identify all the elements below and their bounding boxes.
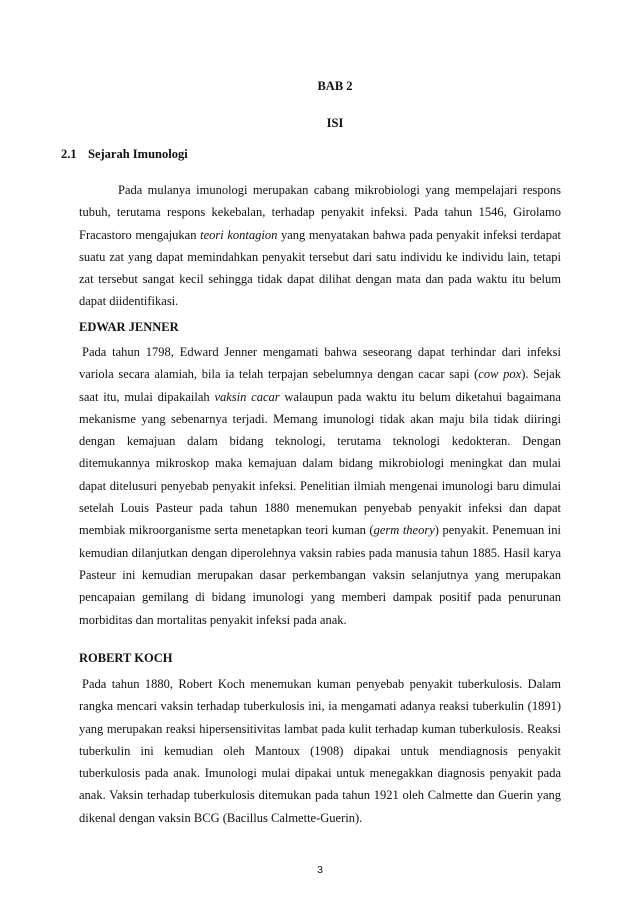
chapter-title: ISI <box>326 116 344 130</box>
intro-text-2: yang menyatakan bahwa pada penyakit infeksi terdapat suatu zat yang dapat memindahkan penyakit tersebut dari satu individu ke individu lain, tetapi zat tersebut sangat kecil sehingga tidak dapat dilihat dengan mata dan pada waktu itu belum dapat diidentifikasi. <box>79 227 561 309</box>
chapter-number: BAB 2 <box>317 79 353 93</box>
jenner-text-4: ) penyakit. Penemuan ini kemudian dilanjutkan dengan diperolehnya vaksin rabies pada manusia tahun 1885. Hasil karya Pasteur ini kemudian merupakan dasar perkembangan vaksin selanjutnya yang merupakan pencapaian gemilang di bidang imunologi yang memberi dampak positif pada penurunan morbiditas dan mortalitas penyakit infeksi pada anak. <box>79 523 561 627</box>
jenner-text-3: walaupun pada waktu itu belum diketahui bagaimana mekanisme yang sebenarnya terjadi. Memang imunologi tidak akan maju bila tidak diiringi dengan kemajuan dalam bidang teknologi, terutama teknologi kedokteran. Dengan ditemukannya mikroskop maka kemajuan dalam bidang mikrobiologi meningkat dan mulai dapat ditelusuri penyebab penyakit infeksi. Penelitian ilmiah mengenai imunologi baru dimulai setelah Louis Pasteur pada tahun 1880 menemukan penyebab penyakit infeksi dan dapat membiak mikroorganisme serta menetapkan teori kuman ( <box>79 389 561 538</box>
page-number: 3 <box>317 864 323 876</box>
section-title: Sejarah Imunologi <box>88 147 188 161</box>
intro-text-1: Pada mulanya imunologi merupakan cabang mikrobiologi yang mempelajari respons tubuh, terutama respons kekebalan, terhadap penyakit infeksi. Pada tahun 1546, Girolamo Fracastoro mengajukan <box>79 183 561 242</box>
intro-paragraph <box>79 179 561 313</box>
jenner-italic-2: vaksin cacar <box>214 389 280 404</box>
koch-paragraph: Pada tahun 1880, Robert Koch menemukan kuman penyebab penyakit tuberkulosis. Dalam rangka mencari vaksin terhadap tuberkulosis ini, ia mengamati adanya reaksi tuberkulin (1891) yang merupakan reaksi hipersensitivitas lambat pada kulit terhadap kuman tuberkulosis. Reaksi tuberkulin ini kemudian oleh Mantoux (1908) dipakai untuk mendiagnosis penyakit tuberkulosis pada anak. Imunologi mulai dipakai untuk menegakkan diagnosis penyakit pada anak. Vaksin terhadap tuberkulosis ditemukan pada tahun 1921 oleh Calmette dan Guerin yang dikenal dengan vaksin BCG (Bacillus Calmette-Guerin). <box>79 677 561 825</box>
jenner-italic-3: germ theory <box>373 523 435 538</box>
jenner-text-1: Pada tahun 1798, Edward Jenner mengamati bahwa seseorang dapat terhindar dari infeksi variola secara alamiah, bila ia telah terpajan sebelumnya dengan cacar sapi ( <box>79 345 561 382</box>
intro-italic-term: teori kontagion <box>200 227 278 242</box>
jenner-text-2: ). Sejak saat itu, mulai dipakailah <box>79 367 561 404</box>
jenner-paragraph <box>79 341 561 631</box>
section-heading <box>61 147 188 162</box>
koch-heading: ROBERT KOCH <box>79 651 173 665</box>
section-number: 2.1 <box>61 147 77 161</box>
jenner-heading: EDWAR JENNER <box>79 320 179 334</box>
jenner-italic-1: cow pox <box>478 367 522 382</box>
